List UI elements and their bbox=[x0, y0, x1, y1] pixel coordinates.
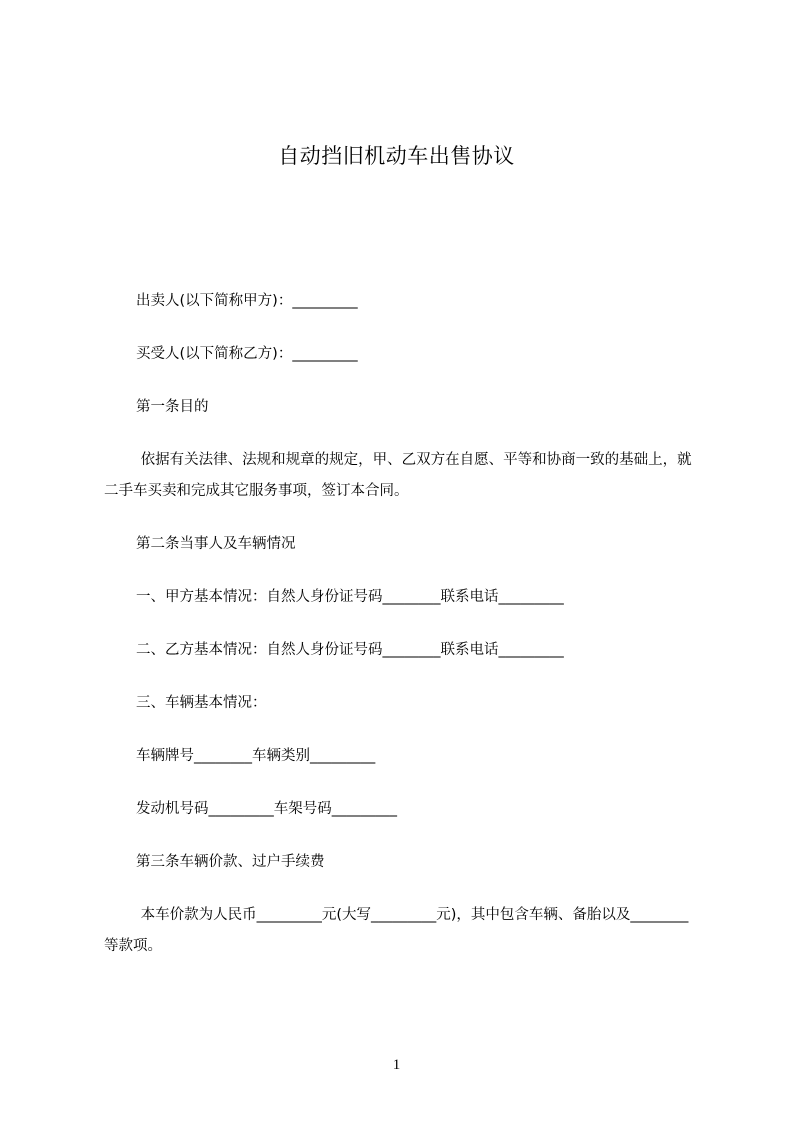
article-2-heading: 第二条当事人及车辆情况 bbox=[136, 536, 296, 552]
document-title: 自动挡旧机动车出售协议 bbox=[278, 144, 515, 168]
buyer-line: 买受人(以下简称乙方)：_________ bbox=[136, 346, 358, 362]
party-a-info: 一、甲方基本情况：自然人身份证号码________联系电话_________ bbox=[136, 589, 564, 605]
vehicle-info-heading: 三、车辆基本情况： bbox=[136, 695, 267, 711]
page-number: 1 bbox=[392, 1057, 401, 1073]
plate-and-category: 车辆牌号________车辆类别_________ bbox=[136, 748, 376, 764]
article-3-body: 本车价款为人民币_________元(大写_________元)，其中包含车辆、备胎以及________等款项。 bbox=[104, 907, 689, 954]
party-b-info: 二、乙方基本情况：自然人身份证号码________联系电话_________ bbox=[136, 642, 564, 658]
article-1-body: 依据有关法律、法规和规章的规定，甲、乙双方在自愿、平等和协商一致的基础上，就二手车买卖和完成其它服务事项，签订本合同。 bbox=[104, 452, 692, 499]
engine-and-frame: 发动机号码_________车架号码_________ bbox=[136, 801, 397, 817]
article-1-heading: 第一条目的 bbox=[136, 399, 209, 415]
seller-line: 出卖人(以下简称甲方)：_________ bbox=[136, 293, 358, 309]
article-3-heading: 第三条车辆价款、过户手续费 bbox=[136, 854, 325, 870]
